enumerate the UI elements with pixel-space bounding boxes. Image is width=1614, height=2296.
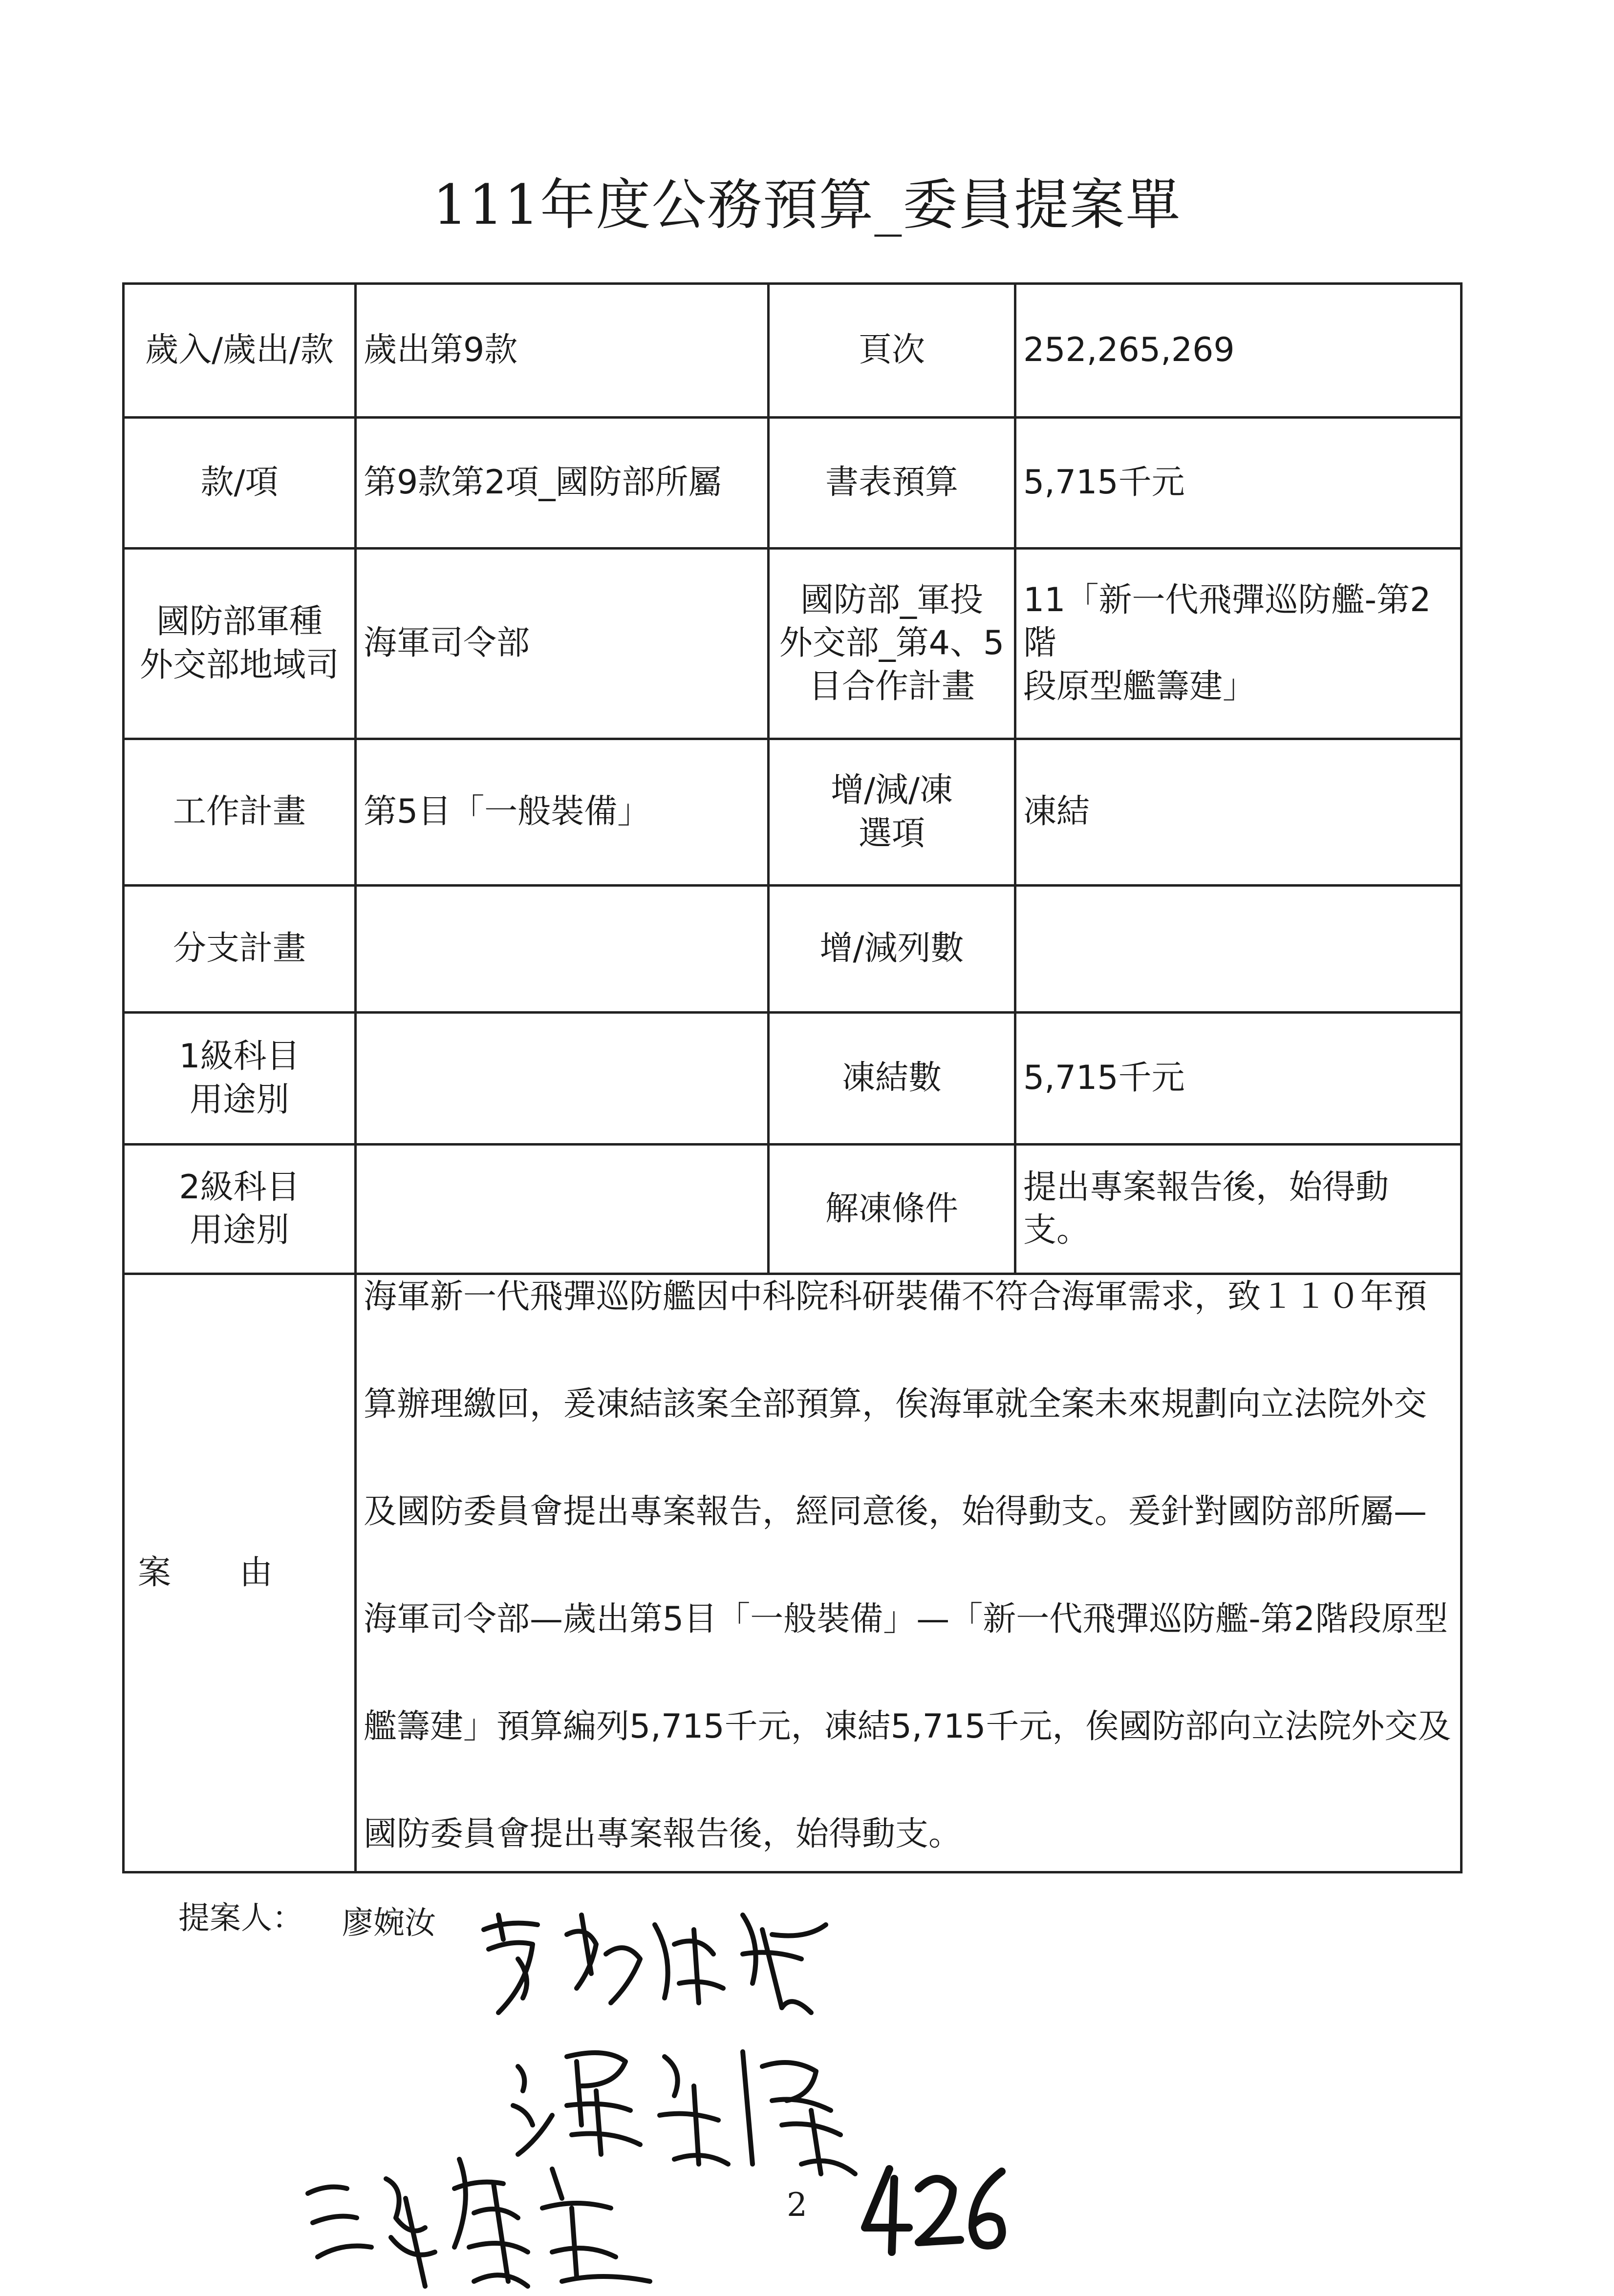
label-unfreeze-condition: 解凍條件 <box>769 1145 1015 1274</box>
label-unit <box>124 549 356 739</box>
value-level1-subject <box>356 1013 769 1145</box>
label-cooperation-plan-line2: 外交部_第4、5 <box>779 624 1005 663</box>
value-branch-plan <box>356 886 769 1013</box>
value-unfreeze-condition <box>1015 1145 1462 1274</box>
label-unit-line2: 外交部地域司 <box>139 645 339 684</box>
label-level2-subject <box>124 1145 356 1274</box>
value-level2-subject <box>356 1145 769 1274</box>
label-adjust-option-line1: 增/減/凍 <box>831 771 953 810</box>
form-row-section <box>124 418 1462 549</box>
label-statement-budget: 書表預算 <box>769 418 1015 549</box>
handwritten-signature-1 <box>469 1886 840 2032</box>
reason-line: 海軍新一代飛彈巡防艦因中科院科研裝備不符合海軍需求，致１１０年預 <box>364 1277 1427 1316</box>
handwritten-signature-3 <box>298 2140 669 2296</box>
label-cooperation-plan-line1: 國防部_軍投 <box>800 580 983 619</box>
form-row-unit <box>124 549 1462 739</box>
label-level2-subject-line2: 用途別 <box>189 1211 289 1250</box>
form-row-reason <box>124 1274 1462 1872</box>
label-section: 款/項 <box>124 418 356 549</box>
label-reason: 案由 <box>124 1274 356 1872</box>
form-row-level2-subject <box>124 1145 1462 1274</box>
reason-text <box>356 1274 1462 1872</box>
label-adjust-option <box>769 739 1015 886</box>
reason-line: 及國防委員會提出專案報告，經同意後，始得動支。爰針對國防部所屬— <box>364 1492 1427 1531</box>
form-row-work-plan <box>124 739 1462 886</box>
label-cooperation-plan-line3: 目合作計畫 <box>808 667 975 706</box>
form-row-branch-plan <box>124 886 1462 1013</box>
value-cooperation-plan-line1: 11「新一代飛彈巡防艦-第2階 <box>1023 580 1431 663</box>
value-page: 252,265,269 <box>1015 284 1462 418</box>
value-cooperation-plan-line2: 段原型艦籌建」 <box>1023 667 1256 706</box>
proposer-name: 廖婉汝 <box>342 1905 436 1941</box>
value-section: 第9款第2項_國防部所屬 <box>356 418 769 549</box>
form-row-budget-category <box>124 284 1462 418</box>
label-frozen-amount: 凍結數 <box>769 1013 1015 1145</box>
reason-line: 艦籌建」預算編列5,715千元，凍結5,715千元，俟國防部向立法院外交及 <box>364 1707 1451 1746</box>
label-level1-subject <box>124 1013 356 1145</box>
value-cooperation-plan <box>1015 549 1462 739</box>
reason-line: 海軍司令部—歲出第5目「一般裝備」—「新一代飛彈巡防艦-第2階段原型 <box>364 1600 1448 1638</box>
reason-line: 算辦理繳回，爰凍結該案全部預算，俟海軍就全案未來規劃向立法院外交 <box>364 1385 1427 1424</box>
page-number: 2 <box>787 2186 807 2224</box>
value-budget-category: 歲出第9款 <box>356 284 769 418</box>
proposal-form-table <box>122 282 1463 1873</box>
label-adjust-amount: 增/減列數 <box>769 886 1015 1013</box>
value-frozen-amount: 5,715千元 <box>1015 1013 1462 1145</box>
value-statement-budget: 5,715千元 <box>1015 418 1462 549</box>
label-adjust-option-line2: 選項 <box>858 814 925 853</box>
label-level1-subject-line2: 用途別 <box>189 1080 289 1119</box>
label-branch-plan: 分支計畫 <box>124 886 356 1013</box>
label-work-plan: 工作計畫 <box>124 739 356 886</box>
form-row-level1-subject <box>124 1013 1462 1145</box>
value-unfreeze-condition-line2: 支。 <box>1023 1211 1090 1250</box>
label-unit-line1: 國防部軍種 <box>156 602 323 641</box>
value-adjust-amount <box>1015 886 1462 1013</box>
value-unit: 海軍司令部 <box>356 549 769 739</box>
reason-line: 國防委員會提出專案報告後，始得動支。 <box>364 1815 962 1853</box>
label-level1-subject-line1: 1級科目 <box>179 1037 300 1076</box>
proposer-label: 提案人： <box>178 1900 303 1936</box>
label-cooperation-plan <box>769 549 1015 739</box>
label-level2-subject-line1: 2級科目 <box>179 1168 300 1207</box>
value-unfreeze-condition-line1: 提出專案報告後，始得動 <box>1023 1168 1389 1207</box>
value-adjust-option: 凍結 <box>1015 739 1462 886</box>
label-page: 頁次 <box>769 284 1015 418</box>
label-budget-category: 歲入/歲出/款 <box>124 284 356 418</box>
value-work-plan: 第5目「一般裝備」 <box>356 739 769 886</box>
page-title: 111年度公務預算_委員提案單 <box>432 173 1182 237</box>
handwritten-page-number <box>855 2159 1011 2257</box>
